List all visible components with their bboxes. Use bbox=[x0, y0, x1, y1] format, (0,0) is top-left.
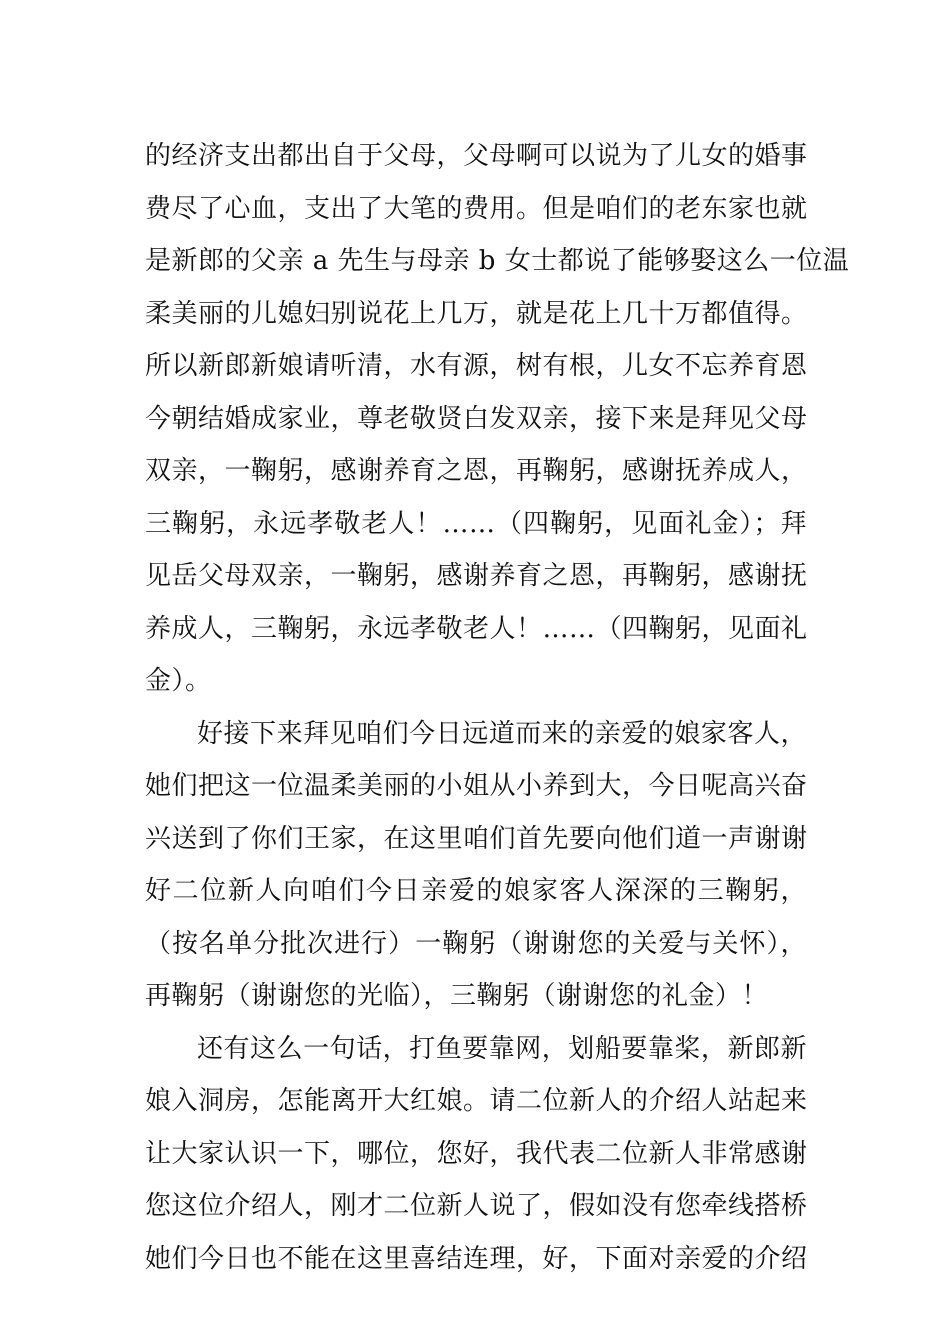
text-line: 是新郎的父亲 a 先生与母亲 b 女士都说了能够娶这么一位温 bbox=[145, 246, 850, 276]
text-line: 费尽了心血，支出了大笔的费用。但是咱们的老东家也就 bbox=[145, 193, 808, 224]
text-line: 您这位介绍人，刚才二位新人说了，假如没有您牵线搭桥 bbox=[145, 1191, 808, 1221]
text-line: 好二位新人向咱们今日亲爱的娘家客人深深的三鞠躬， bbox=[145, 876, 807, 906]
text-line: （按名单分批次进行）一鞠躬（谢谢您的关爱与关怀）， bbox=[145, 928, 807, 959]
text-line: 她们把这一位温柔美丽的小姐从小养到大，今日呢高兴奋 bbox=[145, 771, 808, 801]
body-text bbox=[145, 130, 850, 1285]
text-line: 金）。 bbox=[145, 666, 212, 696]
text-line: 三鞠躬，永远孝敬老人！……（四鞠躬，见面礼金）；拜 bbox=[145, 508, 807, 539]
text-line: 双亲，一鞠躬，感谢养育之恩，再鞠躬，感谢抚养成人， bbox=[145, 456, 808, 486]
paragraph-start-line: 还有这么一句话，打鱼要靠网，划船要靠桨，新郎新 bbox=[197, 1033, 807, 1064]
text-line: 养成人，三鞠躬，永远孝敬老人！……（四鞠躬，见面礼 bbox=[145, 613, 808, 644]
text-line: 柔美丽的儿媳妇别说花上几万，就是花上几十万都值得。 bbox=[145, 298, 808, 329]
text-line: 让大家认识一下，哪位，您好，我代表二位新人非常感谢 bbox=[145, 1138, 808, 1169]
text-line: 娘入洞房，怎能离开大红娘。请二位新人的介绍人站起来 bbox=[145, 1086, 808, 1116]
text-line: 再鞠躬（谢谢您的光临），三鞠躬（谢谢您的礼金）！ bbox=[145, 981, 769, 1011]
text-line: 所以新郎新娘请听清，水有源，树有根，儿女不忘养育恩 bbox=[145, 351, 808, 381]
text-line: 的经济支出都出自于父母，父母啊可以说为了儿女的婚事 bbox=[145, 141, 808, 171]
text-line: 兴送到了你们王家，在这里咱们首先要向他们道一声谢谢 bbox=[145, 823, 808, 854]
text-line: 今朝结婚成家业，尊老敬贤白发双亲，接下来是拜见父母 bbox=[145, 403, 808, 434]
text-line: 她们今日也不能在这里喜结连理，好，下面对亲爱的介绍 bbox=[145, 1243, 808, 1274]
paragraph-start-line: 好接下来拜见咱们今日远道而来的亲爱的娘家客人， bbox=[197, 718, 807, 749]
text-line: 见岳父母双亲，一鞠躬，感谢养育之恩，再鞠躬，感谢抚 bbox=[145, 561, 808, 591]
